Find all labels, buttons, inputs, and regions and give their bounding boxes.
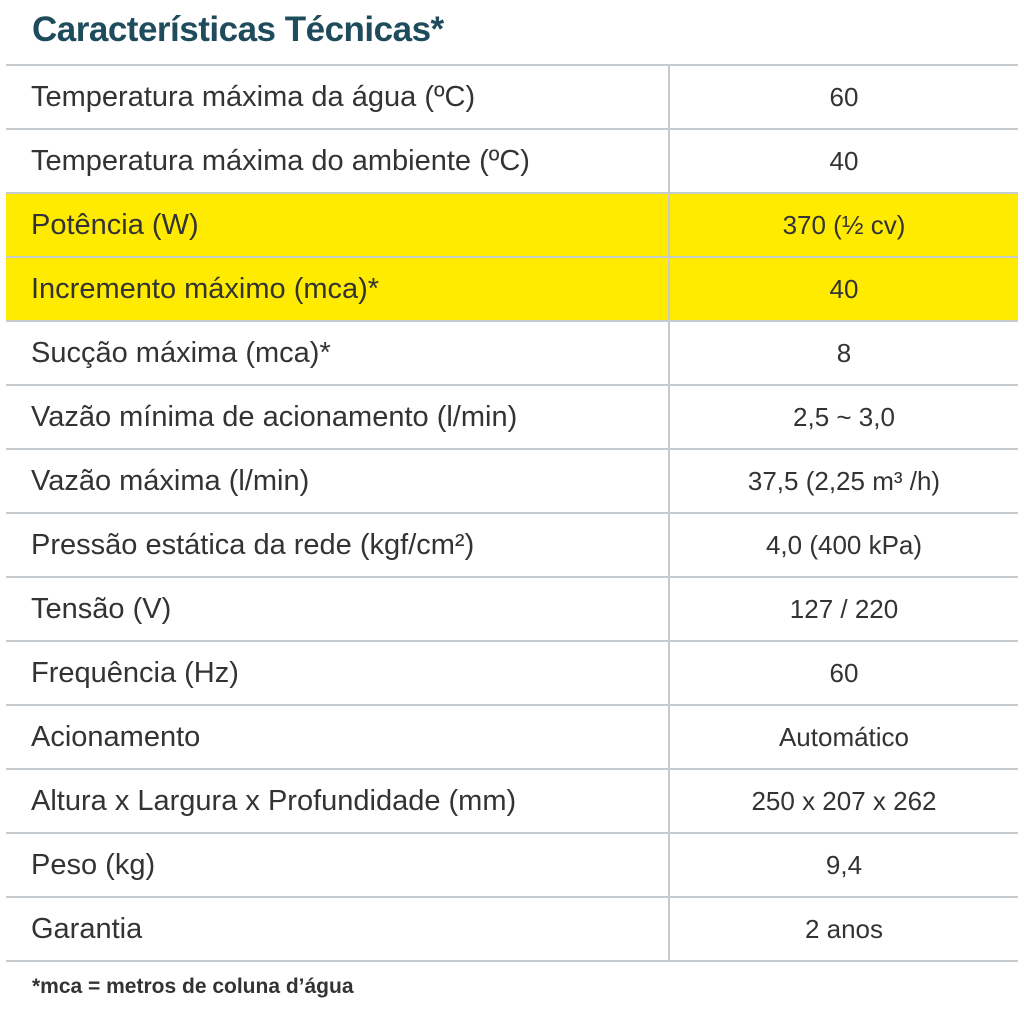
spec-value: 2,5 ~ 3,0 [793,401,895,432]
table-row [6,66,1018,130]
spec-label: Altura x Largura x Profundidade (mm) [6,770,670,832]
spec-label: Pressão estática da rede (kgf/cm²) [6,514,670,576]
spec-label: Tensão (V) [6,578,670,640]
table-row [6,706,1018,770]
spec-value: 60 [829,657,859,688]
spec-value: 250 x 207 x 262 [751,785,937,816]
table-row [6,450,1018,514]
spec-label: Acionamento [6,706,670,768]
spec-value: 2 anos [804,913,884,944]
spec-label: Frequência (Hz) [6,642,670,704]
table-row [6,386,1018,450]
spec-value: 40 [829,273,859,304]
table-row [6,514,1018,578]
table-row [6,770,1018,834]
table-row [6,322,1018,386]
spec-label: Temperatura máxima da água (ºC) [6,66,670,128]
table-row [6,194,1018,258]
table-row [6,258,1018,322]
spec-label: Garantia [6,898,670,960]
page-title: Características Técnicas* [32,10,444,49]
spec-value: 60 [829,81,859,112]
spec-value: 370 (½ cv) [782,209,906,240]
spec-value: 8 [836,337,852,368]
spec-label: Potência (W) [6,194,670,256]
spec-table [6,64,1018,962]
spec-value: 4,0 (400 kPa) [765,529,923,560]
spec-value: Automático [778,721,910,752]
spec-value: 127 / 220 [789,593,899,624]
spec-value: 37,5 (2,25 m³ /h) [747,465,941,496]
table-row [6,578,1018,642]
spec-label: Sucção máxima (mca)* [6,322,670,384]
spec-label: Vazão máxima (l/min) [6,450,670,512]
table-row [6,898,1018,962]
spec-label: Peso (kg) [6,834,670,896]
footnote: *mca = metros de coluna d’água [32,975,354,998]
table-row [6,642,1018,706]
spec-value: 9,4 [825,849,863,880]
table-row [6,130,1018,194]
spec-label: Incremento máximo (mca)* [6,258,670,320]
spec-value: 40 [829,145,859,176]
spec-label: Temperatura máxima do ambiente (ºC) [6,130,670,192]
table-row [6,834,1018,898]
spec-label: Vazão mínima de acionamento (l/min) [6,386,670,448]
